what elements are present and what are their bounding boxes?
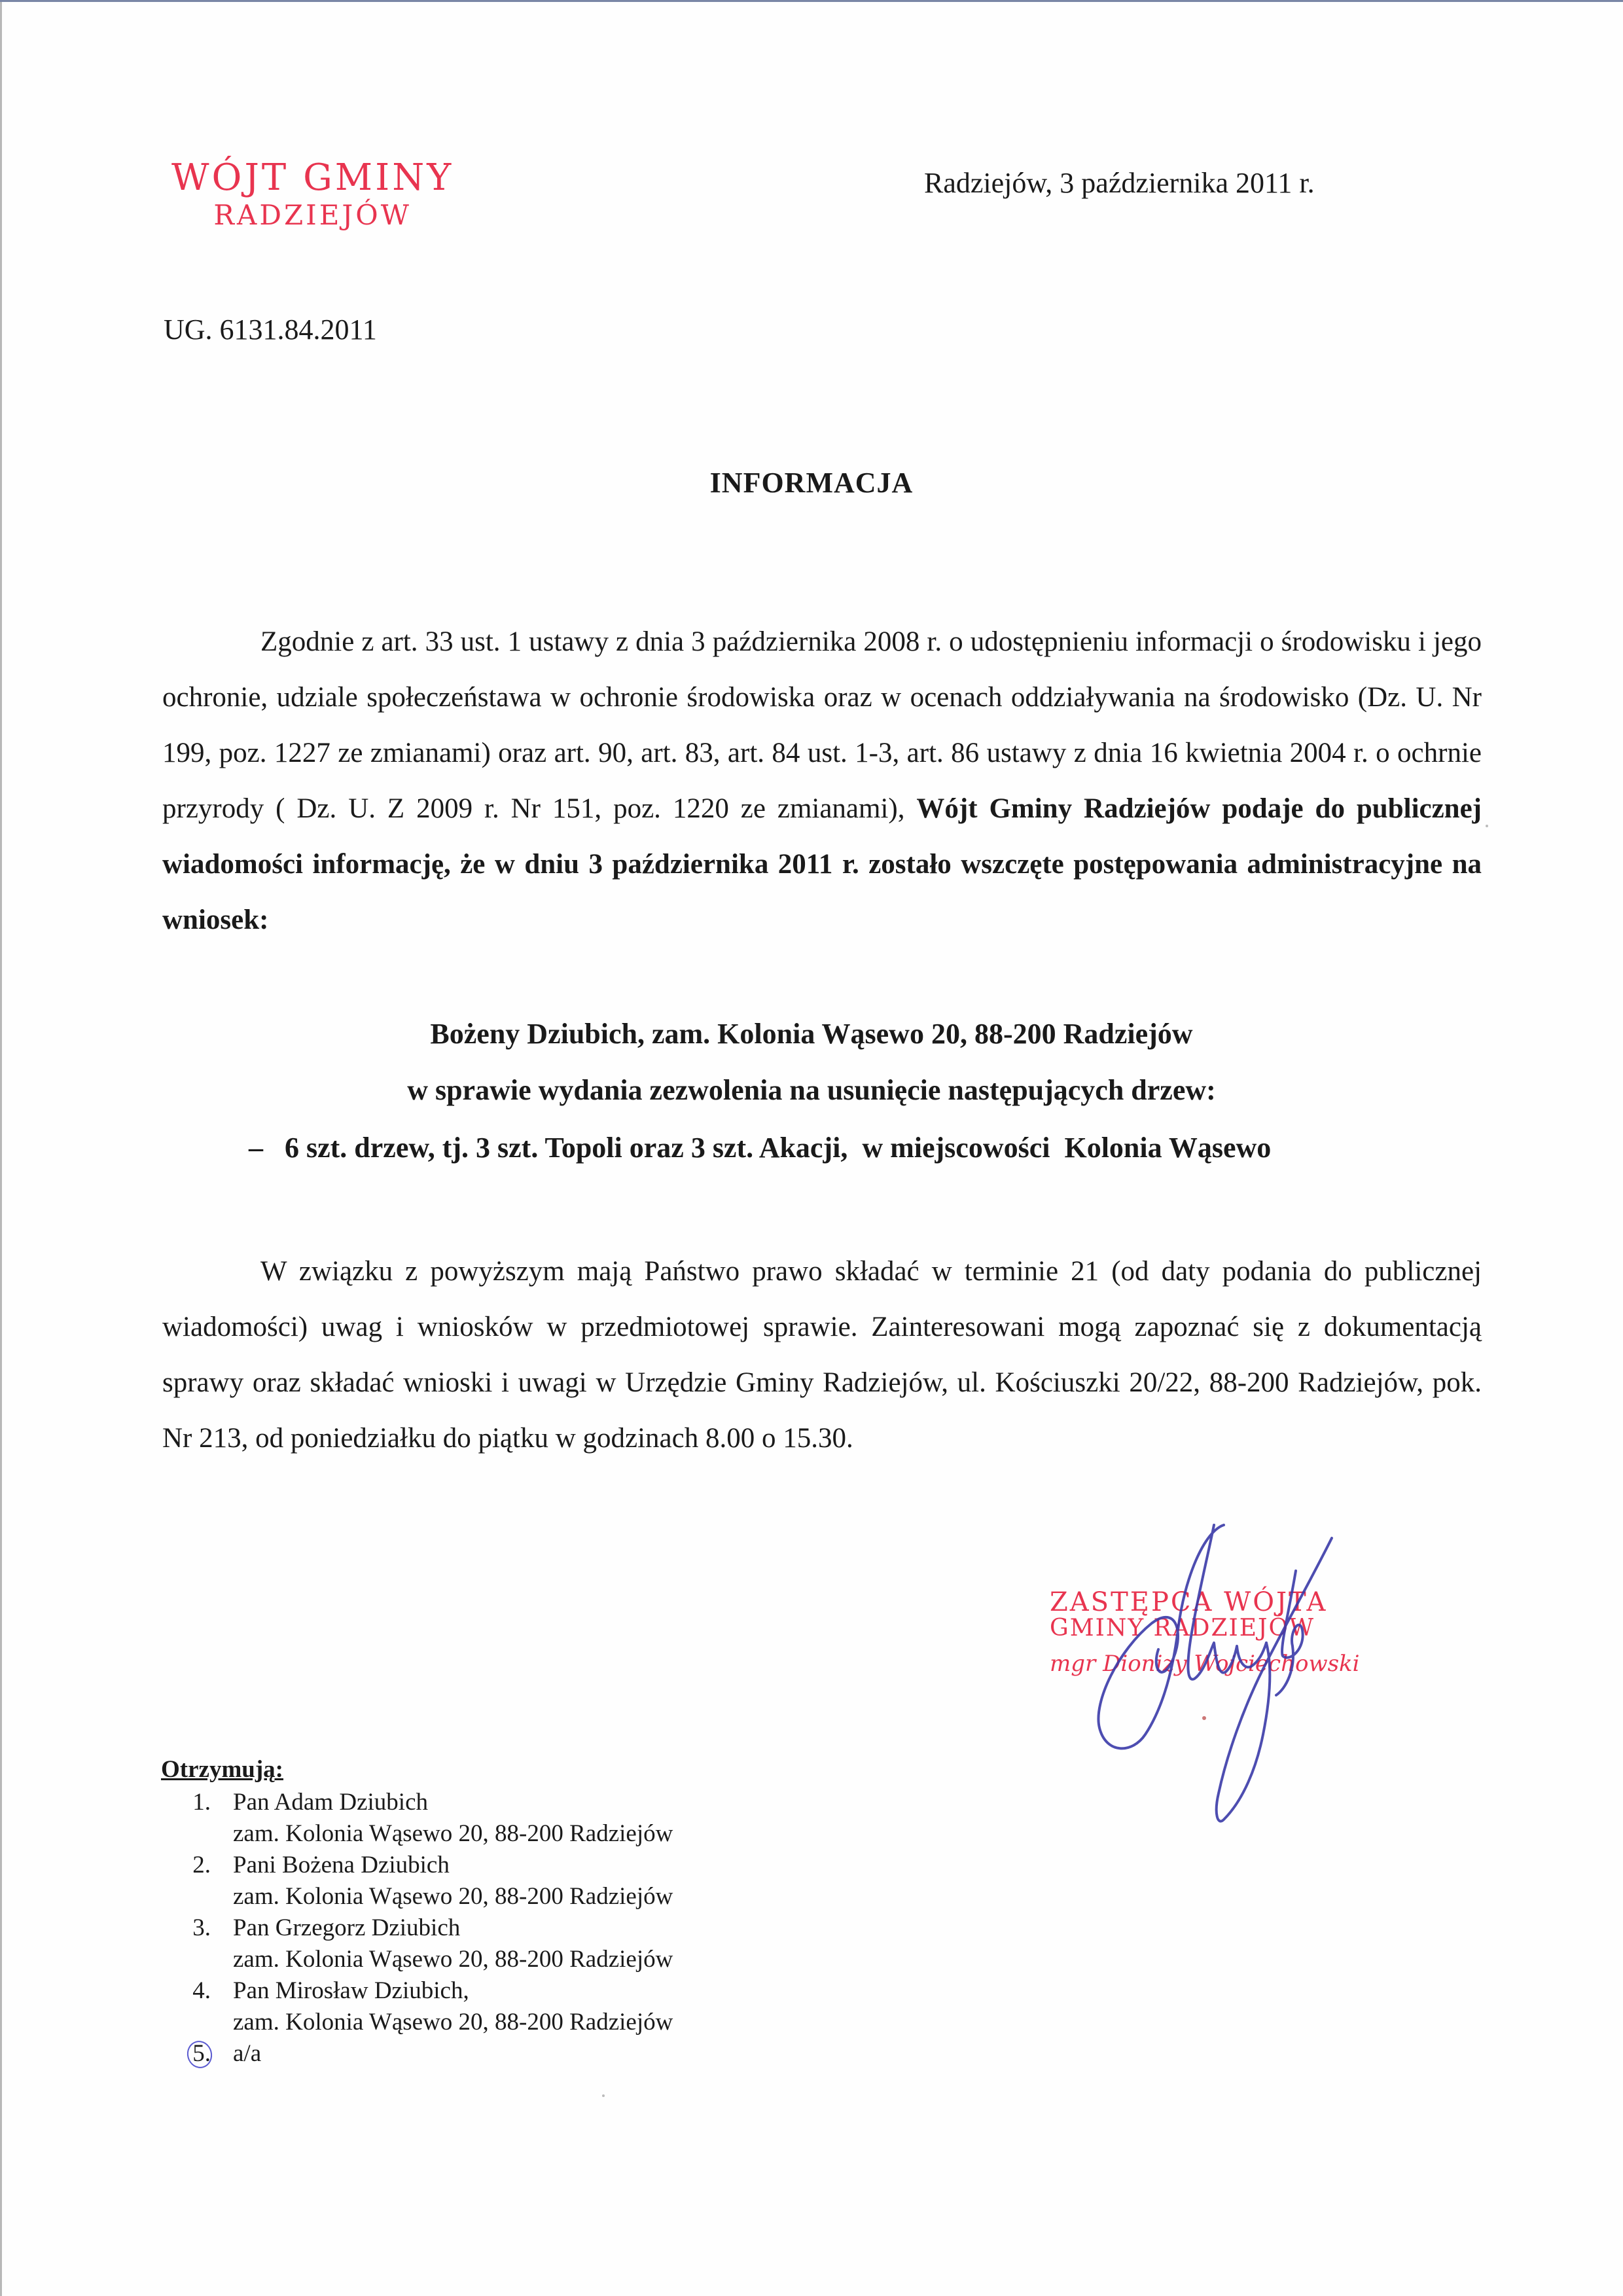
legal-basis-paragraph [162,614,1482,948]
applicant-line: Bożeny Dziubich, zam. Kolonia Wąsewo 20, 88-200 Radziejów [430,1018,1193,1050]
recipients-header: Otrzymują: [161,1756,283,1783]
announcement-text: Wójt Gminy Radziejów podaje do publicznej wiadomości informację, że w dniu 3 października 2011 r. zostało wszczęte postępowania administracyjne na wniosek: [162,793,1482,935]
recipients-list [161,1754,673,2070]
reference-number: UG. 6131.84.2011 [164,314,377,346]
recipient-item [161,1850,673,1881]
recipient-number [161,2038,211,2070]
rights-paragraph [162,1244,1482,1466]
recipient-address: zam. Kolonia Wąsewo 20, 88-200 Radziejów [233,1946,673,1973]
scan-edge-left [0,0,2,2296]
recipient-item [161,2038,673,2070]
document-title: INFORMACJA [709,467,914,499]
deputy-stamp-line1: ZASTĘPCA WÓJTA [1050,1587,1328,1617]
deputy-stamp-name: mgr Dionizy Wojciechowski [1050,1651,1360,1677]
scan-speck [602,2094,605,2097]
office-stamp [171,157,454,232]
place-date: Radziejów, 3 października 2011 r. [924,167,1315,199]
rights-text: W związku z powyższym mają Państwo prawo składać w terminie 21 (od daty podania do publicznej wiadomości) uwag i wniosków w przedmiotowej sprawie. Zainteresowani mogą zapoznać się z dokumentacją sprawy oraz składać wnioski i uwagi w Urzędzie Gminy Radziejów, ul. Kościuszki 20/22, 88-200 Radziejów, pok. Nr 213, od poniedziałku do piątku w godzinach 8.00 o 15.30. [162,1256,1482,1454]
recipient-item [161,1912,673,1944]
recipient-name: Pani Bożena Dziubich [233,1852,450,1878]
recipient-number: 1. [192,1789,211,1816]
recipient-address: zam. Kolonia Wąsewo 20, 88-200 Radziejów [233,1820,673,1847]
recipient-name: Pan Mirosław Dziubich, [233,1977,469,2004]
recipient-item [161,1975,673,2007]
office-stamp-line1: WÓJT GMINY [171,156,454,199]
deputy-stamp-line2: GMINY RADZIEJÓW [1050,1615,1315,1641]
handwritten-signature-icon [1047,1518,1374,1833]
recipient-number-text: 5. [192,2040,211,2067]
recipient-address: zam. Kolonia Wąsewo 20, 88-200 Radziejów [233,2009,673,2036]
ink-dot [1202,1716,1206,1720]
signature-block [1047,1518,1374,1833]
trees-line: – 6 szt. drzew, tj. 3 szt. Topoli oraz 3 szt. Akacji, w miejscowości Kolonia Wąsewo [249,1132,1272,1164]
scan-speck [1486,825,1488,827]
recipient-name: Pan Grzegorz Dziubich [233,1914,461,1941]
matter-line: w sprawie wydania zezwolenia na usunięcie następujących drzew: [407,1074,1216,1106]
office-stamp-line2: RADZIEJÓW [213,199,412,231]
recipient-item [161,1787,673,1818]
scan-edge-top [0,0,1623,2]
recipient-number: 2. [192,1852,211,1878]
recipient-number: 3. [192,1914,211,1941]
recipient-address: zam. Kolonia Wąsewo 20, 88-200 Radziejów [233,1883,673,1910]
recipient-name: Pan Adam Dziubich [233,1789,429,1816]
legal-basis-text: Zgodnie z art. 33 ust. 1 ustawy z dnia 3 października 2008 r. o udostępnieniu informacji o środowisku i jego ochronie, udziale społeczeństawa w ochronie środowiska oraz w ocenach oddziaływania na środowisko (Dz. U. Nr 199, poz. 1227 ze zmianami) oraz art. 90, art. 83, art. 84 ust. 1-3, art. 86 ustawy z dnia 16 kwietnia 2004 r. o ochrnie przyrody ( Dz. U. Z 2009 r. Nr 151, poz. 1220 ze zmianami), [162,626,1482,824]
recipient-number: 4. [192,1977,211,2004]
recipient-name: a/a [233,2040,262,2067]
